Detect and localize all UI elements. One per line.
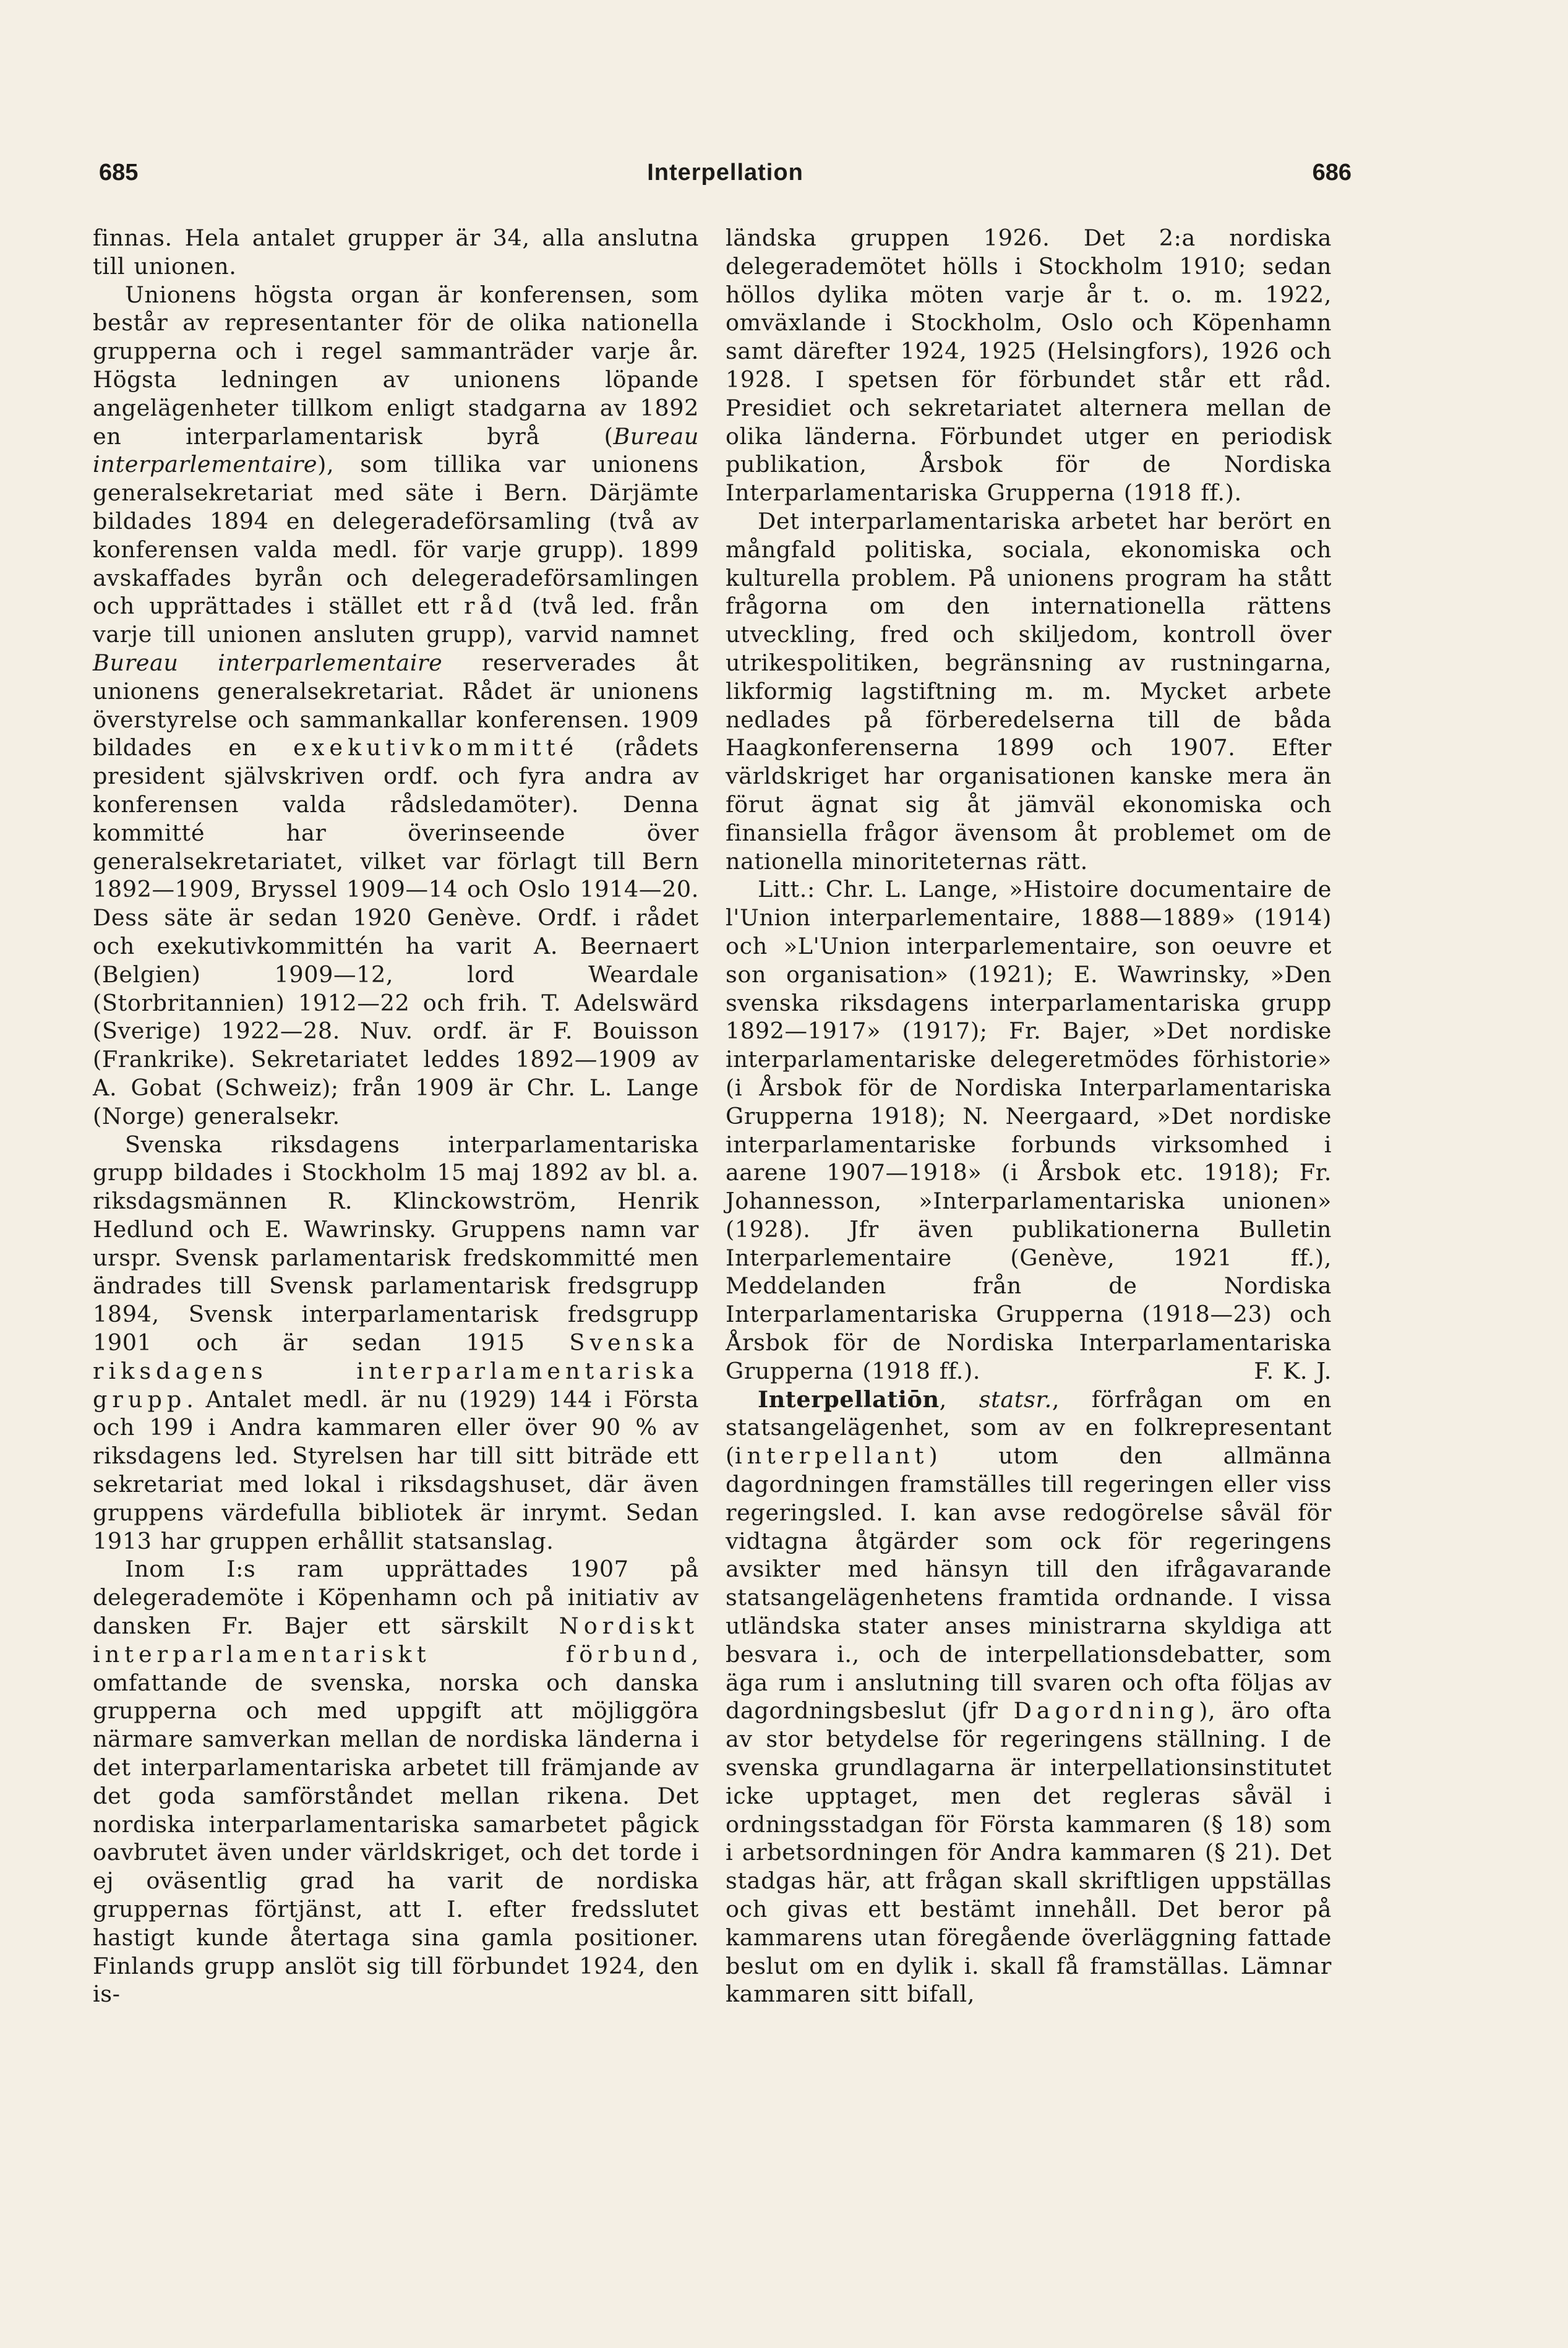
paragraph-text: ländska gruppen 1926. Det 2:a nordiska delegerademötet hölls i Stockholm 1910; sedan höllos dylika möten varje år t. o. m. 1922, omväxlande i Stockholm, Oslo och Köpenhamn samt därefter 1924, 1925 (Helsingfors), 1926 och 1928. I spetsen för förbundet står ett råd. Presidiet och sekretariatet alternera mellan de olika länderna. Förbundet utger en periodisk publikation, Årsbok för de Nordiska Interparlamentariska Grupperna (1918 ff.). [726, 225, 1332, 507]
paragraph-text: ), som tillika var unionens generalsekretariat med säte i Bern. Därjämte bildades 1894 en delegeradeförsamling (två av konferensen valda medl. för varje grupp). 1899 avskaffades byrån och delegeradeförsamlingen och upprättades i stället ett [93, 451, 699, 620]
paragraph-text: Det interparlamentariska arbetet har berört en mångfald politiska, sociala, ekonomiska och kulturella problem. På unionens program ha stått frågorna om den internationella rättens utveckling, fred och skiljedom, kontroll över utrikespolitiken, begränsning av rustningarna, likformig lagstiftning m. m. Mycket arbete nedlades på förberedelserna till de båda Haagkonferenserna 1899 och 1907. Efter världskriget har organisationen kanske mera än förut ägnat sig åt jämväl ekonomiska och finansiella frågor ävensom åt problemet om de nationella minoriteternas rätt. [726, 507, 1332, 875]
paragraph-text: Svenska riksdagens interparlamentariska grupp bildades i Stockholm 15 maj 1892 av bl. a. riksdagsmännen R. Klinckowström, Henrik Hedlund och E. Wawrinsky. Gruppens namn var urspr. Svensk parlamentarisk fredskommitté men ändrades till Svensk parlamentarisk fredsgrupp 1894, Svensk interparlamentarisk fredsgrupp 1901 och är sedan 1915 [93, 1131, 699, 1356]
paragraph-text: , omfattande de svenska, norska och danska grupperna och med uppgift att möjliggöra närmare samverkan mellan de nordiska länderna i det interparlamentariska arbetet till främjande av det goda samförståndet mellan rikena. Det nordiska interparlamentariska samarbetet pågick oavbrutet även under världskriget, och det torde i ej oväsentlig grad ha varit de nordiska gruppernas förtjänst, att I. efter fredsslutet hastigt kunde återtaga sina gamla positioner. Finlands grupp anslöt sig till förbundet 1924, den is- [93, 1640, 699, 2008]
running-title: Interpellation [647, 160, 803, 186]
paragraph-text: , förfrågan om en statsangelägenhet, som av en folkrepresentant ( [726, 1386, 1332, 1470]
right-column [726, 224, 1332, 2008]
spaced-term: Nordiskt interparlamentariskt förbund [93, 1613, 699, 1668]
paragraph [726, 224, 1332, 507]
spaced-term: interpellant [734, 1442, 929, 1470]
entry-lemma: Interpellatiōn [758, 1386, 940, 1413]
paragraph-text: reserverades åt unionens generalsekretariat. Rådet är unionens överstyrelse och sammankallar konferensen. 1909 bildades en [93, 649, 699, 761]
separator: , [939, 1386, 979, 1413]
paragraph-text: Inom I:s ram upprättades 1907 på delegerademöte i Köpenhamn och på initiativ av dansken Fr. Bajer ett särskilt [93, 1556, 699, 1640]
spaced-term: Svenska riksdagens interparlamentariska grupp [93, 1329, 699, 1413]
paragraph-text: ) utom den allmänna dagordningen framställes till regeringen eller viss regeringsled. I. kan avse redogörelse såväl för vidtagna åtgärder som ock för regeringens avsikter med hänsyn till den ifrågavarande statsangelägenhetens framtida ordnande. I vissa utländska stater anses ministrarna skyldiga att besvara i., och de interpellationsdebatter, som äga rum i anslutning till svaren och ofta följas av dagordningsbeslut (jfr [726, 1442, 1332, 1725]
left-column [93, 224, 699, 2008]
paragraph-text: Litt.: Chr. L. Lange, »Histoire documentaire de l'Union interparlementaire, 1888—1889» (1914) och »L'Union interparlementaire, son oeuvre et son organisation» (1921); E. Wawrinsky, »Den svenska riksdagens interparlamentariska grupp 1892—1917» (1917); Fr. Bajer, »Det nordiske interparlamentariske delegeretmödes förhistorie» (i Årsbok för de Nordiska Interparlamentariska Grupperna 1918); N. Neergaard, »Det nordiske interparlamentariske forbunds virksomhed i aarene 1907—1918» (i Årsbok etc. 1918); Fr. Johannesson, »Interparlamentariska unionen» (1928). Jfr även publikationerna Bulletin Interparlementaire (Genève, 1921 ff.), Meddelanden från de Nordiska Interparlamentariska Grupperna (1918—23) och Årsbok för de Nordiska Interparlamentariska Grupperna (1918 ff.). [726, 876, 1332, 1384]
italic-term: Bureau interparlementaire [93, 422, 699, 478]
paragraph [93, 1555, 699, 2008]
paragraph [726, 507, 1332, 875]
page-number-right: 686 [1312, 160, 1352, 186]
italic-term: Bureau interparlementaire [93, 649, 443, 676]
spaced-term: råd [464, 593, 518, 620]
page-number-left: 685 [99, 160, 139, 186]
page-header [99, 160, 1352, 197]
italic-abbreviation: statsr. [979, 1386, 1052, 1413]
paragraph-text: (rådets president självskriven ordf. och fyra andra av konferensen valda rådsledamöter). Denna kommitté har överinseende över generalsekretariatet, vilket var förlagt till Bern 1892—1909, Bryssel 1909—14 och Oslo 1914—20. Dess säte är sedan 1920 Genève. Ordf. i rådet och exekutivkommittén ha varit A. Beernaert (Belgien) 1909—12, lord Weardale (Storbritannien) 1912—22 och frih. T. Adelswärd (Sverige) 1922—28. Nuv. ordf. är F. Bouisson (Frankrike). Sekretariatet leddes 1892—1909 av A. Gobat (Schweiz); från 1909 är Chr. L. Lange (Norge) generalsekr. [93, 734, 700, 1129]
paragraph-text: Unionens högsta organ är konferensen, som består av representanter för de olika nationella grupperna och i regel sammanträder varje år. Högsta ledningen av unionens löpande angelägenheter tillkom enligt stadgarna av 1892 en interparlamentarisk byrå ( [93, 281, 699, 450]
paragraph [93, 224, 699, 281]
paragraph [93, 1131, 699, 1556]
paragraph-text: finnas. Hela antalet grupper är 34, alla anslutna till unionen. [93, 225, 699, 280]
spaced-term: exekutivkommitté [293, 734, 579, 761]
paragraph-text: (två led. från varje till unionen ansluten grupp), varvid namnet [93, 593, 699, 648]
paragraph [726, 1386, 1332, 2009]
paragraph-text: . Antalet medl. är nu (1929) 144 i Första och 199 i Andra kammaren eller över 90 % av riksdagens led. Styrelsen har till sitt biträde ett sekretariat med lokal i riksdagshuset, där även gruppens värdefulla bibliotek är inrymt. Sedan 1913 har gruppen erhållit statsanslag. [93, 1386, 699, 1554]
spaced-term: Dagordning [1013, 1697, 1199, 1725]
paragraph [93, 281, 699, 1131]
paragraph [726, 875, 1332, 1385]
paragraph-text: ), äro ofta av stor betydelse för regeringens ställning. I de svenska grundlagarna är interpellationsinstitutet icke upptaget, men det regleras såväl i ordningsstadgan för Första kammaren (§ 18) som i arbetsordningen för Andra kammaren (§ 21). Det stadgas här, att frågan skall skriftligen uppställas och givas ett bestämt innehåll. Det beror på kammarens utan föregående överläggning fattade beslut om en dylik i. skall få framställas. Lämnar kammaren sitt bifall, [726, 1697, 1332, 2008]
author-signature: F. K. J. [1254, 1357, 1332, 1384]
